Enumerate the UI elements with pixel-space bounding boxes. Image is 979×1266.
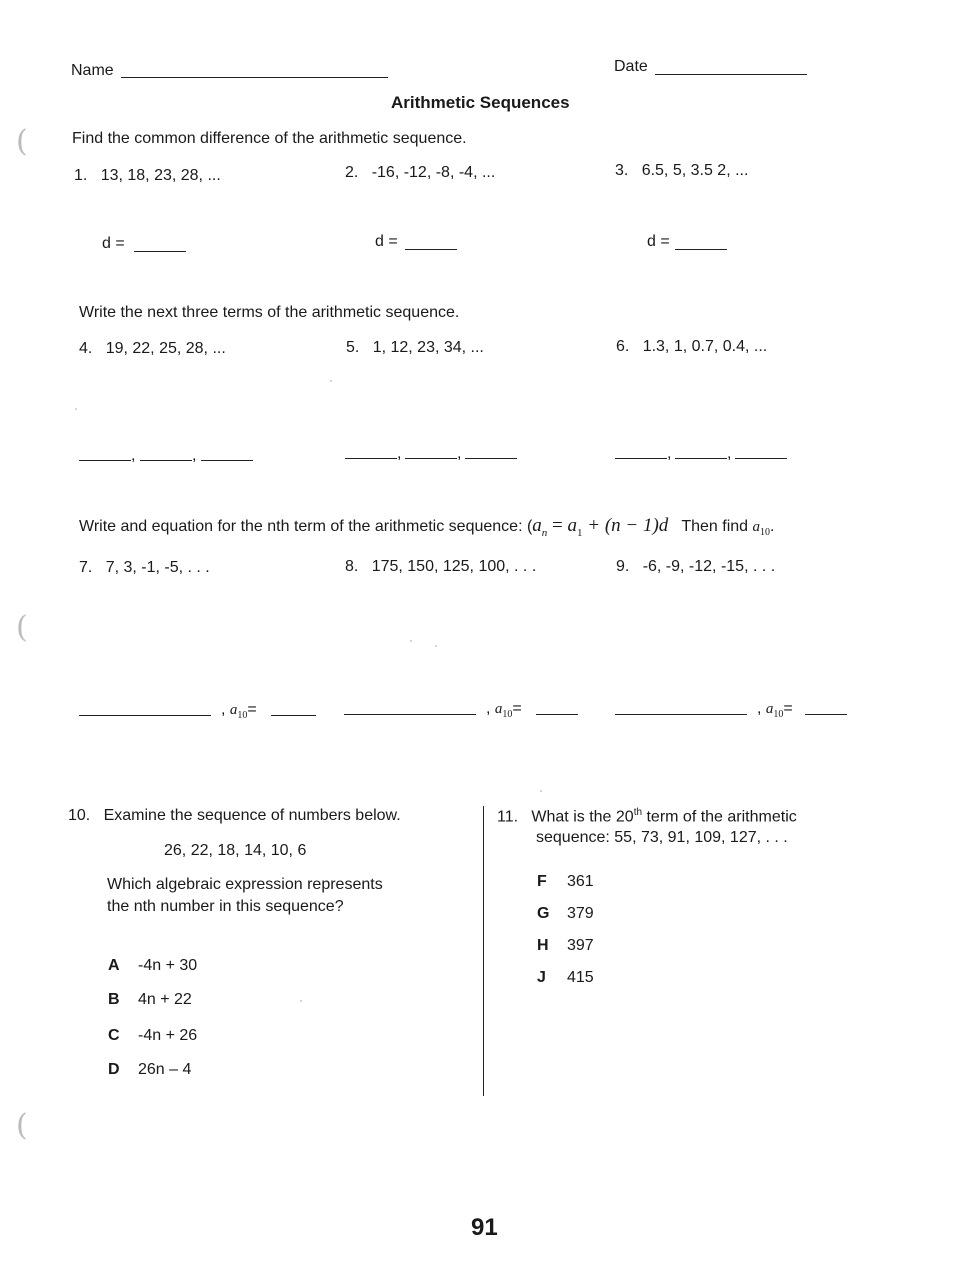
q10-question-line-1: Which algebraic expression represents <box>107 876 383 893</box>
answer-d-3[interactable] <box>675 249 727 250</box>
q10-question-line-2: the nth number in this sequence? <box>107 898 344 915</box>
q11-prompt-line-2: sequence: 55, 73, 91, 109, 127, . . . <box>536 829 788 846</box>
period: . <box>770 518 775 535</box>
problem-sequence: 7, 3, -1, -5, . . . <box>105 559 210 576</box>
then-find-text: Then find <box>681 518 749 535</box>
answer-6-term-2[interactable] <box>675 458 727 459</box>
comma: , <box>667 445 672 462</box>
q10-prompt <box>68 807 401 825</box>
comma: , <box>397 445 402 462</box>
problem-number: 3. <box>615 162 629 179</box>
q10-prompt-text: Examine the sequence of numbers below. <box>103 807 401 824</box>
problem-sequence: 19, 22, 25, 28, ... <box>105 340 226 357</box>
punch-mark: ( <box>16 1108 28 1143</box>
answer-5-term-2[interactable] <box>405 458 457 459</box>
q10-choice-a[interactable]: A -4n + 30 <box>108 957 198 974</box>
problem-sequence: 13, 18, 23, 28, ... <box>100 167 221 184</box>
scan-speck <box>435 645 437 647</box>
problem-9 <box>616 558 775 576</box>
q10-choice-d[interactable]: D 26n – 4 <box>108 1061 192 1078</box>
answer-8-equation[interactable] <box>344 714 476 715</box>
q11-choice-j[interactable]: J 415 <box>537 969 594 986</box>
name-field[interactable] <box>121 77 388 78</box>
section3-instruction <box>79 515 774 539</box>
page-number: 91 <box>471 1214 498 1241</box>
date-field[interactable] <box>655 74 807 75</box>
problem-sequence: -16, -12, -8, -4, ... <box>371 164 496 181</box>
problem-number: 6. <box>616 338 630 355</box>
problem-1 <box>74 167 221 185</box>
comma: , <box>192 447 197 464</box>
nth-term-formula: $a_n = a_1 + (n - 1)d$ <box>532 515 669 539</box>
comma: , <box>727 445 732 462</box>
q10-number: 10. <box>68 807 91 824</box>
problem-4 <box>79 340 226 358</box>
problem-7 <box>79 559 210 577</box>
scan-speck <box>300 1000 302 1002</box>
q11-prompt: 11. What is the 20th term of the arithmetic <box>497 807 797 826</box>
q11-choice-g[interactable]: G 379 <box>537 905 594 922</box>
answer-d-2[interactable] <box>405 249 457 250</box>
answer-9-equation[interactable] <box>615 714 747 715</box>
problem-sequence: 1.3, 1, 0.7, 0.4, ... <box>642 338 768 355</box>
problem-number: 2. <box>345 164 359 181</box>
punch-mark: ( <box>16 124 28 159</box>
scan-speck <box>540 790 542 792</box>
problem-3 <box>615 162 748 180</box>
answer-9-a10[interactable] <box>805 714 847 715</box>
problem-2 <box>345 164 495 182</box>
q11-number: 11. <box>497 808 519 826</box>
problem-number: 4. <box>79 340 93 357</box>
scan-speck <box>330 380 332 382</box>
answer-6-term-3[interactable] <box>735 458 787 459</box>
page-title: Arithmetic Sequences <box>391 93 570 112</box>
answer-d-1-label: d = <box>102 235 125 252</box>
answer-5-term-1[interactable] <box>345 458 397 459</box>
q11-choice-f[interactable]: F 361 <box>537 873 594 890</box>
answer-d-1[interactable] <box>134 251 186 252</box>
problem-8 <box>345 558 536 576</box>
q11-choice-h[interactable]: H 397 <box>537 937 594 954</box>
answer-9-a10-label: , $a_{10}=$ <box>757 700 793 720</box>
problem-6 <box>616 338 767 356</box>
date-label: Date <box>614 58 648 75</box>
problem-number: 5. <box>346 339 360 356</box>
scan-speck <box>410 640 412 642</box>
q10-choice-c[interactable]: C -4n + 26 <box>108 1027 198 1044</box>
a10-symbol: $a_{10}$ <box>752 519 771 538</box>
answer-d-3-label: d = <box>647 233 670 250</box>
answer-4-term-1[interactable] <box>79 460 131 461</box>
problem-sequence: 6.5, 5, 3.5 2, ... <box>641 162 749 179</box>
comma: , <box>457 445 462 462</box>
answer-8-a10-label: , $a_{10}=$ <box>486 700 522 720</box>
problem-number: 9. <box>616 558 630 575</box>
problem-number: 8. <box>345 558 359 575</box>
answer-7-a10-label: , $a_{10}=$ <box>221 701 257 721</box>
answer-d-2-label: d = <box>375 233 398 250</box>
q10-sequence: 26, 22, 18, 14, 10, 6 <box>164 842 307 859</box>
section3-instruction-text: Write and equation for the nth term of the arithmetic sequence: ( <box>79 518 533 535</box>
problem-sequence: 1, 12, 23, 34, ... <box>372 339 484 356</box>
scan-speck <box>75 408 77 410</box>
answer-5-term-3[interactable] <box>465 458 517 459</box>
name-label: Name <box>71 62 114 79</box>
punch-mark: ( <box>16 610 28 645</box>
answer-7-a10[interactable] <box>271 715 316 716</box>
problem-sequence: -6, -9, -12, -15, . . . <box>642 558 776 575</box>
column-divider <box>483 806 484 1096</box>
answer-6-term-1[interactable] <box>615 458 667 459</box>
problem-5 <box>346 339 484 357</box>
problem-number: 7. <box>79 559 93 576</box>
comma: , <box>131 447 136 464</box>
problem-number: 1. <box>74 167 88 184</box>
q10-choice-b[interactable]: B 4n + 22 <box>108 991 192 1008</box>
section2-instruction: Write the next three terms of the arithmetic sequence. <box>79 304 460 321</box>
section1-instruction: Find the common difference of the arithmetic sequence. <box>72 130 467 147</box>
problem-sequence: 175, 150, 125, 100, . . . <box>371 558 537 575</box>
answer-4-term-2[interactable] <box>140 460 192 461</box>
answer-7-equation[interactable] <box>79 715 211 716</box>
answer-8-a10[interactable] <box>536 714 578 715</box>
answer-4-term-3[interactable] <box>201 460 253 461</box>
